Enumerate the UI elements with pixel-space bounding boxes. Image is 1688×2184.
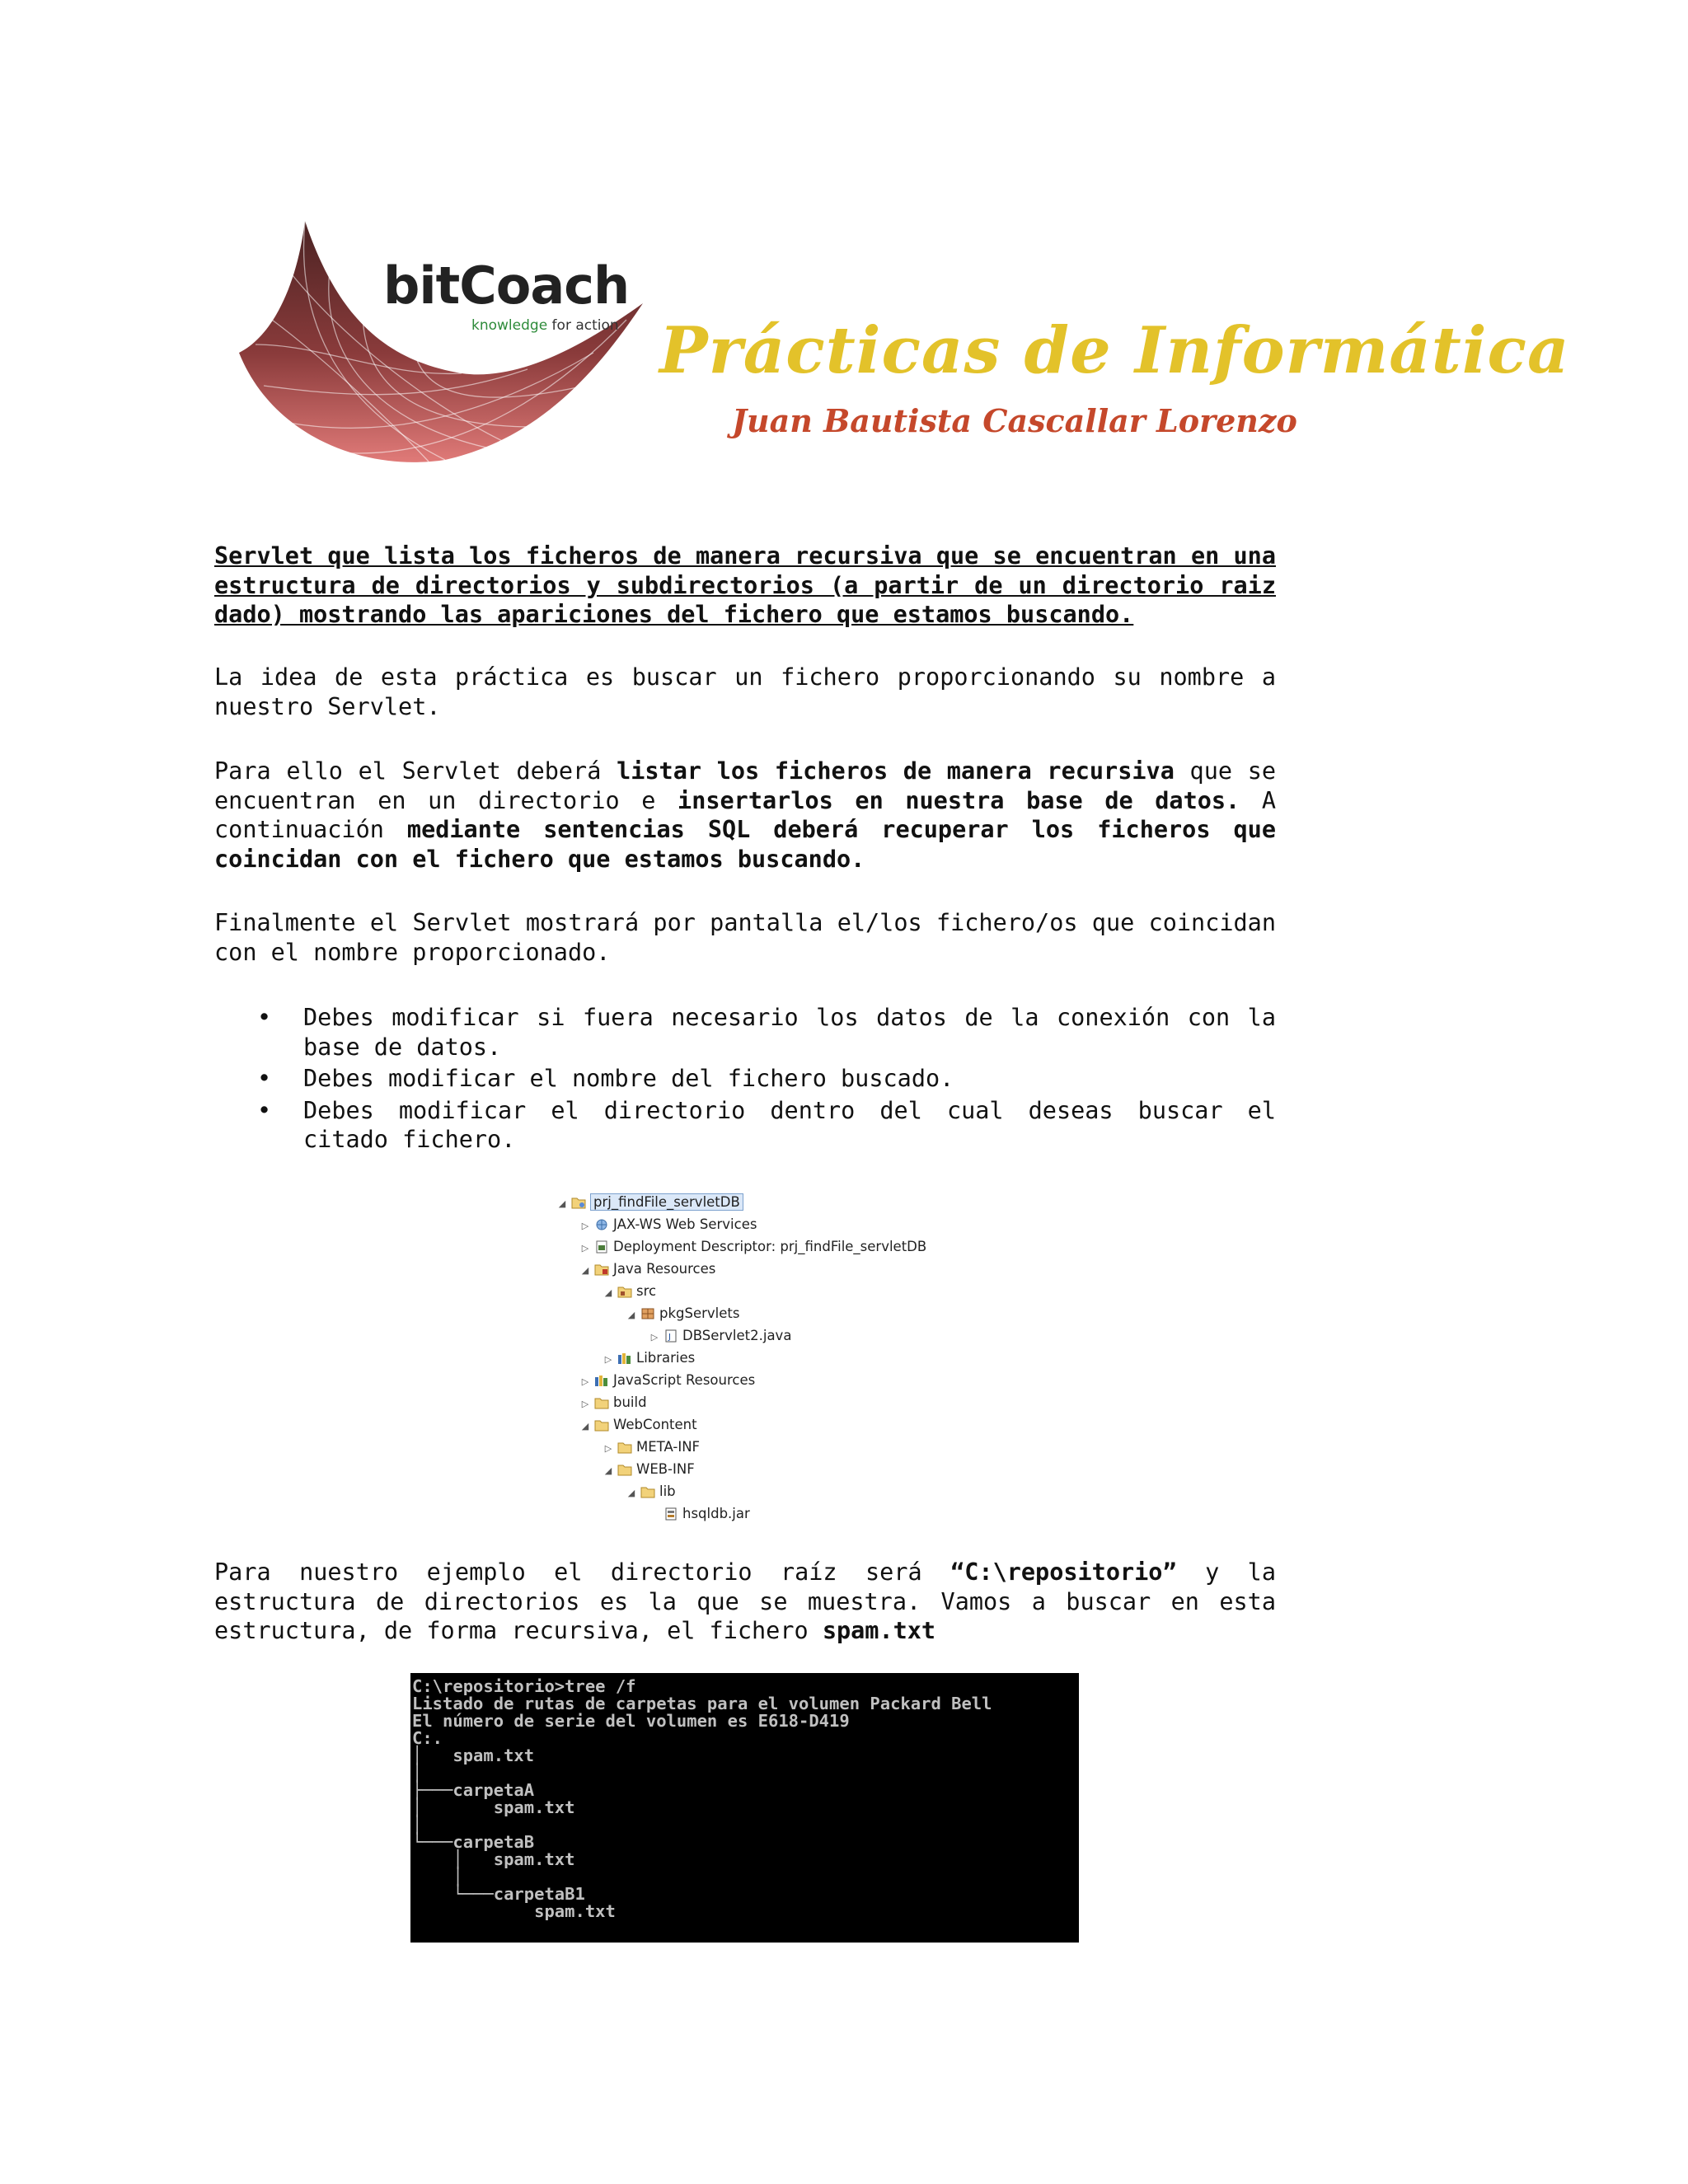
task-list (214, 1003, 1276, 1157)
list-item (214, 1096, 1276, 1155)
tree-item-label: build (613, 1394, 647, 1410)
example-filename: spam.txt (822, 1617, 936, 1644)
descriptor-icon (594, 1240, 609, 1254)
result-paragraph: Finalmente el Servlet mostrará por pantalla el/los fichero/os que coincidan con el nombre proporcionado. (214, 909, 1276, 966)
tree-item-label: DBServlet2.java (682, 1328, 792, 1343)
expanded-arrow-icon[interactable]: ◢ (558, 1198, 566, 1209)
tree-item-label: Java Resources (613, 1261, 716, 1277)
tree-item-project[interactable] (556, 1191, 743, 1213)
collapsed-arrow-icon[interactable]: ▷ (604, 1354, 612, 1365)
tree-item-label: JAX-WS Web Services (613, 1216, 757, 1232)
method-bold-f: mediante sentencias SQL deberá recuperar los ficheros que coincidan con el fichero que estamos buscando. (214, 816, 1276, 873)
tree-item-jaxws[interactable] (579, 1213, 757, 1235)
folder-icon (617, 1463, 632, 1476)
collapsed-arrow-icon[interactable]: ▷ (581, 1221, 589, 1231)
libraries-icon (617, 1352, 632, 1365)
tagline-rest: for action (547, 317, 619, 334)
bullet-icon: • (257, 1096, 272, 1124)
java-file-icon (663, 1329, 678, 1343)
brand-name: bitCoach (383, 255, 630, 316)
bullet-icon: • (257, 1004, 272, 1031)
collapsed-arrow-icon[interactable]: ▷ (581, 1376, 589, 1387)
expanded-arrow-icon[interactable]: ◢ (581, 1421, 589, 1432)
svg-text:J: J (668, 1333, 671, 1342)
tree-item-label: pkgServlets (659, 1305, 740, 1321)
tree-item-hsqldb-jar[interactable] (649, 1502, 750, 1525)
example-paragraph (214, 1558, 1276, 1646)
list-item-text: Debes modificar el directorio dentro del cual deseas buscar el citado fichero. (303, 1096, 1276, 1153)
tree-item-meta-inf[interactable] (603, 1436, 700, 1458)
expanded-arrow-icon[interactable]: ◢ (627, 1488, 635, 1498)
tree-item-label: prj_findFile_servletDB (590, 1193, 743, 1211)
tree-item-web-inf[interactable] (603, 1458, 695, 1480)
collapsed-arrow-icon[interactable]: ▷ (604, 1443, 612, 1454)
document-title: Servlet que lista los ficheros de manera recursiva que se encuentran en una estructura de directorios y subdirectorios (a partir de un directorio raiz dado) mostrando las apariciones del fichero que estamos buscando. (214, 542, 1276, 628)
source-folder-icon (617, 1285, 632, 1298)
bullet-icon: • (257, 1065, 272, 1092)
jar-icon (663, 1507, 678, 1521)
tree-item-package[interactable] (626, 1302, 739, 1324)
expanded-arrow-icon[interactable]: ◢ (604, 1465, 612, 1476)
tree-item-label: WebContent (613, 1417, 697, 1432)
example-text-a: Para nuestro ejemplo el directorio raíz será (214, 1558, 951, 1586)
method-text-c: que se encuentran en un directorio e (214, 757, 1277, 814)
course-title: Prácticas de Informática (659, 313, 1570, 388)
list-item-text: Debes modificar si fuera necesario los datos de la conexión con la base de datos. (303, 1004, 1276, 1061)
brand-tagline (471, 317, 619, 334)
tree-item-lib[interactable] (626, 1480, 676, 1502)
tree-item-libraries[interactable] (603, 1347, 695, 1369)
java-resources-icon (594, 1263, 609, 1276)
tree-item-label: JavaScript Resources (613, 1372, 756, 1388)
tree-item-dbservlet[interactable] (649, 1324, 791, 1347)
method-paragraph (214, 757, 1276, 874)
console-window (410, 1673, 1079, 1943)
tagline-knowledge: knowledge (471, 317, 548, 334)
tree-item-label: META-INF (636, 1439, 701, 1455)
method-bold-d: insertarlos en nuestra base de datos. (678, 786, 1240, 814)
tree-item-label: Libraries (636, 1350, 696, 1366)
expanded-arrow-icon[interactable]: ◢ (581, 1265, 589, 1276)
webservice-icon (594, 1218, 609, 1231)
example-root-path: “C:\repositorio” (950, 1558, 1177, 1586)
list-item (214, 1003, 1276, 1062)
tree-item-label: hsqldb.jar (682, 1506, 750, 1521)
tree-item-label: WEB-INF (636, 1461, 695, 1477)
collapsed-arrow-icon[interactable]: ▷ (650, 1332, 659, 1343)
tree-item-build[interactable] (579, 1391, 647, 1413)
method-bold-b: listar los ficheros de manera recursiva (617, 757, 1175, 785)
folder-icon (640, 1485, 655, 1498)
project-icon (571, 1196, 586, 1209)
tree-item-label: src (636, 1283, 657, 1299)
tree-item-deployment-descriptor[interactable] (579, 1235, 926, 1258)
collapsed-arrow-icon[interactable]: ▷ (581, 1399, 589, 1409)
collapsed-arrow-icon[interactable]: ▷ (581, 1243, 589, 1254)
tree-item-label: Deployment Descriptor: prj_findFile_servletDB (613, 1239, 927, 1254)
folder-icon (594, 1396, 609, 1409)
example-text-c: y la estructura de directorios es la que se muestra. Vamos a buscar en esta estructura, de forma recursiva, el fichero (214, 1558, 1276, 1644)
folder-icon (617, 1441, 632, 1454)
js-resources-icon (594, 1374, 609, 1387)
method-text-e: A continuación (214, 786, 1276, 843)
tree-item-src[interactable] (603, 1280, 656, 1302)
list-item (214, 1064, 1276, 1094)
method-text-a: Para ello el Servlet deberá (214, 757, 617, 785)
tree-item-webcontent[interactable] (579, 1413, 697, 1436)
folder-icon (594, 1418, 609, 1432)
expanded-arrow-icon[interactable]: ◢ (604, 1287, 612, 1298)
tree-item-javascript-resources[interactable] (579, 1369, 755, 1391)
tree-item-label: lib (659, 1483, 676, 1499)
package-icon (640, 1307, 655, 1320)
intro-paragraph: La idea de esta práctica es buscar un fichero proporcionando su nombre a nuestro Servlet. (214, 663, 1276, 720)
list-item-text: Debes modificar el nombre del fichero buscado. (303, 1065, 954, 1092)
console-output: C:\repositorio>tree /f Listado de rutas de carpetas para el volumen Packard Bell El número de serie del volumen es E618-D419 C:. │ spam.txt │ ├───carpetaA │ spam.txt │ └───carpetaB │ spam.txt │ └───carpetaB1 spam.txt (412, 1676, 992, 1921)
tree-item-java-resources[interactable] (579, 1258, 715, 1280)
project-explorer-tree (556, 1191, 952, 1529)
expanded-arrow-icon[interactable]: ◢ (627, 1310, 635, 1320)
author-name: Juan Bautista Cascallar Lorenzo (732, 402, 1297, 439)
